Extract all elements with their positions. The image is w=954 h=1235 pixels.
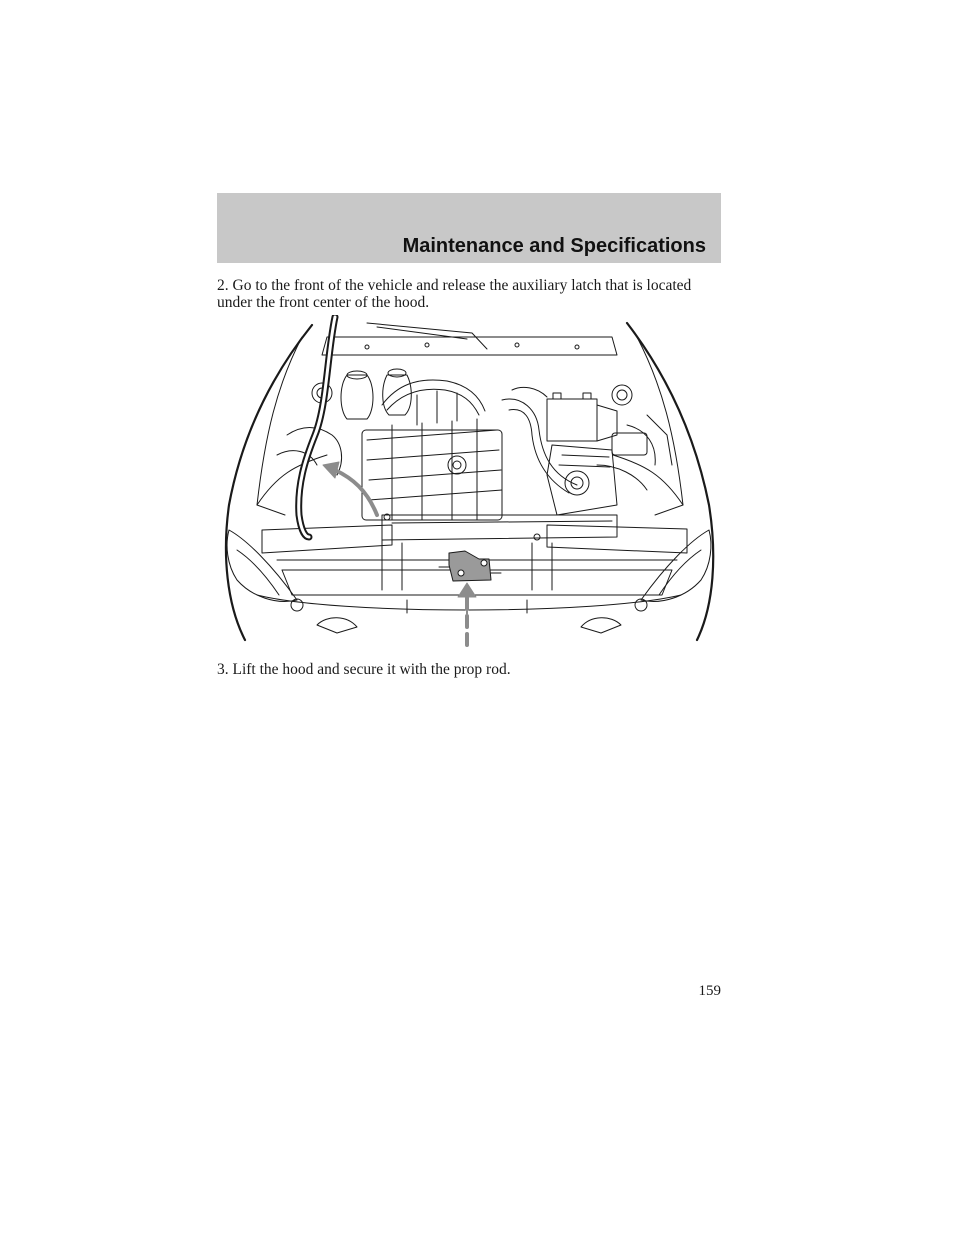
air-intake	[502, 387, 617, 515]
latch-arrow	[458, 583, 476, 645]
step-3-text: 3. Lift the hood and secure it with the prop rod.	[217, 661, 511, 678]
page-number: 159	[698, 983, 721, 999]
auxiliary-latch	[439, 551, 501, 581]
hoses	[277, 415, 672, 490]
cowl-panel	[322, 323, 617, 355]
hood-prop-rod	[299, 317, 335, 537]
prop-rod-arrow	[323, 462, 377, 515]
fluid-reservoirs	[312, 369, 632, 419]
step-2-text: 2. Go to the front of the vehicle and release the auxiliary latch that is located under the front center of the hood.	[217, 277, 692, 311]
section-title: Maintenance and Specifications	[402, 235, 706, 257]
radiator-support	[262, 514, 687, 595]
engine-compartment-illustration	[217, 315, 721, 650]
battery	[547, 393, 617, 441]
section-header	[217, 193, 721, 263]
